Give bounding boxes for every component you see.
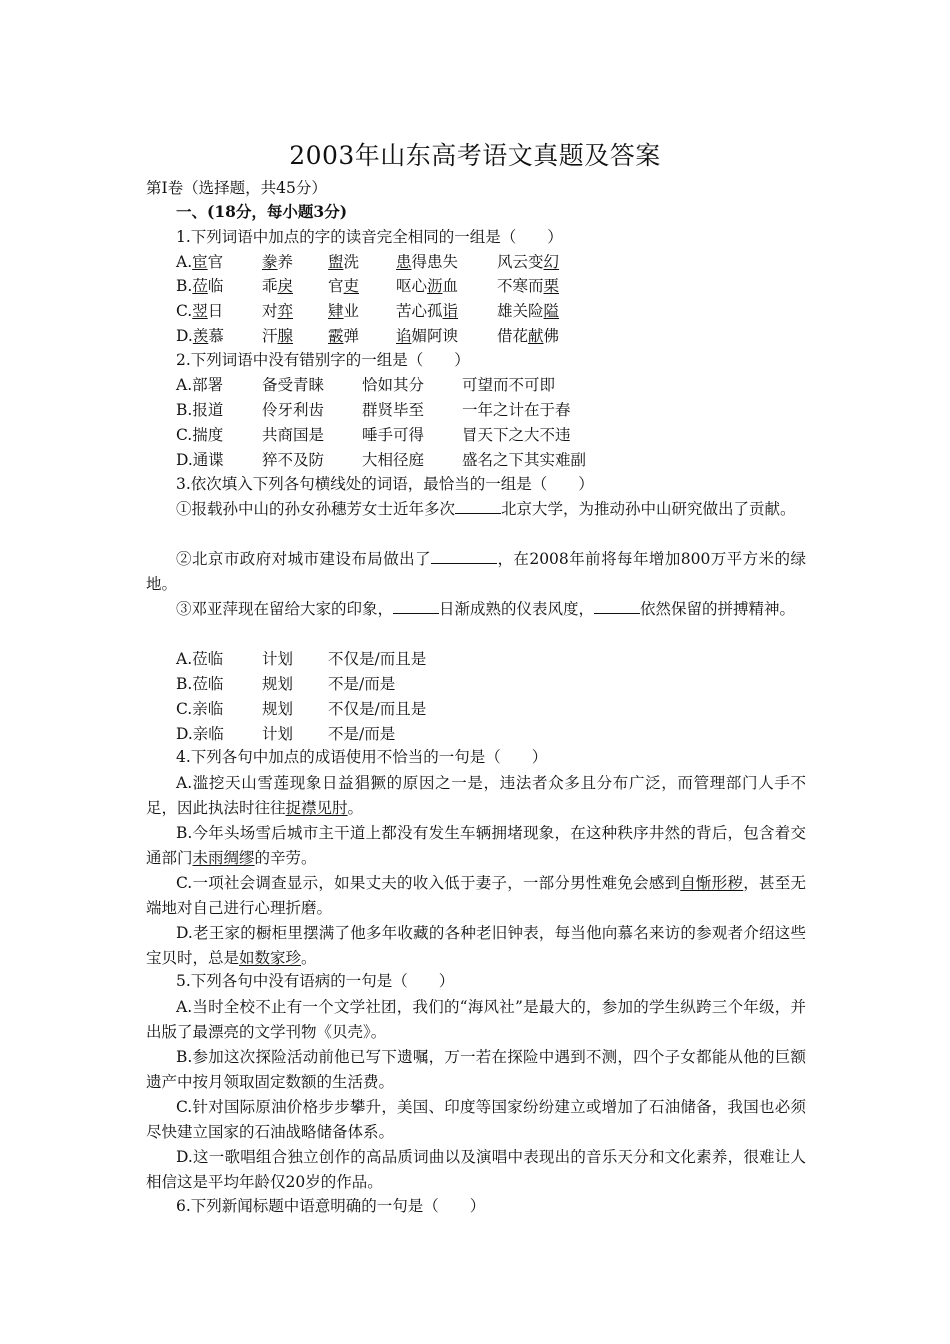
q2-word: 大相径庭 bbox=[362, 451, 425, 469]
q3-word: B.莅临 bbox=[176, 675, 224, 693]
fill-blank bbox=[455, 498, 501, 514]
q3-word: 计划 bbox=[262, 650, 294, 668]
q1-word: 盥洗 bbox=[328, 253, 360, 271]
q3-word: D.亲临 bbox=[176, 725, 224, 743]
q3-word: 规划 bbox=[262, 700, 294, 718]
q5-option-a: A.当时全校不止有一个文学社团，我们的“海风社”是最大的，参加的学生纵跨三个年级，并出版了最漂亮的文学刊物《贝壳》。 bbox=[146, 998, 806, 1041]
q3-word: 不仅是/而且是 bbox=[328, 650, 427, 668]
q2-word: 可望而不可即 bbox=[462, 376, 556, 394]
dotted-char: 幻 bbox=[543, 253, 560, 271]
dotted-char: 肄 bbox=[328, 302, 344, 320]
q3-word: 不仅是/而且是 bbox=[328, 700, 427, 718]
q1-word: 霰弹 bbox=[328, 327, 360, 345]
q3-sentence-2: ②北京市政府对城市建设布局做出了 ，在2008年前将每年增加800万平方米的绿地。 bbox=[146, 550, 806, 593]
q4-option-a: A.滥挖天山雪莲现象日益猖獗的原因之一是，违法者众多且分布广泛，而管理部门人手不足，因此执法时往往捉襟见肘。 bbox=[146, 774, 806, 817]
q2-word: 伶牙利齿 bbox=[262, 401, 325, 419]
q2-word: A.部署 bbox=[176, 376, 224, 394]
q1-word: 呕心沥血 bbox=[396, 277, 459, 295]
dotted-char: 患 bbox=[396, 253, 412, 271]
q1-word: B.莅临 bbox=[176, 277, 224, 295]
q2-word: 猝不及防 bbox=[262, 451, 325, 469]
page-title: 2003年山东高考语文真题及答案 bbox=[289, 141, 661, 170]
fill-blank bbox=[594, 598, 640, 614]
q1-word: 苦心孤诣 bbox=[396, 302, 459, 320]
idiom-underlined: 未雨绸缪 bbox=[192, 849, 255, 867]
q1-word: D.羡慕 bbox=[176, 327, 224, 345]
q1-word: 豢养 bbox=[262, 253, 294, 271]
fill-blank bbox=[393, 598, 439, 614]
q2-word: 唾手可得 bbox=[362, 426, 425, 444]
q3-word: 不是/而是 bbox=[328, 675, 396, 693]
q1-word: 不寒而栗 bbox=[497, 277, 560, 295]
q2-word: 冒天下之大不违 bbox=[462, 426, 571, 444]
q2-word: D.通谍 bbox=[176, 451, 224, 469]
q6-stem: 6.下列新闻标题中语意明确的一句是（ ） bbox=[176, 1197, 486, 1215]
q1-word: 借花献佛 bbox=[497, 327, 560, 345]
q1-word: 对弈 bbox=[262, 302, 294, 320]
q1-word: C.翌日 bbox=[176, 302, 224, 320]
q5-option-d: D.这一歌唱组合独立创作的高品质词曲以及演唱中表现出的音乐天分和文化素养，很难让人相信这是平均年龄仅20岁的作品。 bbox=[146, 1148, 806, 1191]
q2-word: 群贤毕至 bbox=[362, 401, 425, 419]
dotted-char: 盥 bbox=[328, 253, 344, 271]
q1-word: 乖戾 bbox=[262, 277, 294, 295]
q3-sentence-1: ①报载孙中山的孙女孙穗芳女士近年多次 北京大学，为推动孙中山研究做出了贡献。 bbox=[176, 500, 796, 518]
dotted-char: 诣 bbox=[442, 302, 459, 320]
q4-option-d: D.老王家的橱柜里摆满了他多年收藏的各种老旧钟表，每当他向慕名来访的参观者介绍这些宝贝时，总是如数家珍。 bbox=[146, 924, 806, 967]
idiom-underlined: 如数家珍 bbox=[239, 949, 302, 967]
q1-word: 风云变幻 bbox=[497, 253, 560, 271]
q1-word: 雄关险隘 bbox=[497, 302, 560, 320]
q2-stem: 2.下列词语中没有错别字的一组是（ ） bbox=[176, 351, 470, 369]
q1-word: 谄媚阿谀 bbox=[396, 327, 459, 345]
dotted-char: 栗 bbox=[543, 277, 560, 295]
q1-stem: 1.下列词语中加点的字的读音完全相同的一组是（ ） bbox=[176, 228, 563, 246]
section-header: 一、(18分，每小题3分) bbox=[176, 202, 348, 221]
q2-word: C.揣度 bbox=[176, 426, 224, 444]
q3-word: 不是/而是 bbox=[328, 725, 396, 743]
dotted-char: 献 bbox=[528, 327, 544, 345]
option-label: C. bbox=[176, 302, 193, 320]
option-label: D. bbox=[176, 327, 193, 345]
q3-sentence-3: ③邓亚萍现在留给大家的印象， 日渐成熟的仪表风度， 依然保留的拼搏精神。 bbox=[176, 600, 796, 618]
dotted-char: 豢 bbox=[262, 253, 278, 271]
option-label: A. bbox=[176, 253, 193, 271]
dotted-char: 戾 bbox=[277, 277, 294, 295]
q3-word: C.亲临 bbox=[176, 700, 224, 718]
q2-word: 盛名之下其实难副 bbox=[462, 451, 587, 469]
q2-word: 恰如其分 bbox=[362, 376, 425, 394]
dotted-char: 羡 bbox=[192, 327, 209, 345]
q2-word: 一年之计在于春 bbox=[462, 401, 571, 419]
dotted-char: 霰 bbox=[328, 327, 344, 345]
idiom-underlined: 自惭形秽 bbox=[680, 874, 744, 892]
dotted-char: 沥 bbox=[427, 277, 443, 295]
idiom-underlined: 捉襟见肘 bbox=[285, 799, 348, 817]
dotted-char: 莅 bbox=[192, 277, 208, 295]
q3-word: A.莅临 bbox=[176, 650, 224, 668]
q2-word: 备受青睐 bbox=[262, 376, 325, 394]
dotted-char: 谄 bbox=[396, 327, 412, 345]
dotted-char: 吏 bbox=[343, 277, 360, 295]
q2-word: B.报道 bbox=[176, 401, 224, 419]
q1-word: 肄业 bbox=[328, 302, 360, 320]
q1-word: 汗腺 bbox=[262, 327, 294, 345]
option-label: B. bbox=[176, 277, 193, 295]
q2-word: 共商国是 bbox=[262, 426, 325, 444]
dotted-char: 宦 bbox=[192, 253, 208, 271]
dotted-char: 翌 bbox=[192, 302, 208, 320]
fill-blank bbox=[431, 548, 497, 564]
dotted-char: 弈 bbox=[277, 302, 294, 320]
dotted-char: 隘 bbox=[543, 302, 560, 320]
q4-option-b: B.今年头场雪后城市主干道上都没有发生车辆拥堵现象，在这种秩序井然的背后，包含着交通部门未雨绸缪的辛劳。 bbox=[146, 824, 806, 867]
q1-word: 官吏 bbox=[328, 277, 360, 295]
part-header: 第Ⅰ卷（选择题，共45分） bbox=[146, 179, 327, 197]
q3-stem: 3.依次填入下列各句横线处的词语，最恰当的一组是（ ） bbox=[176, 475, 594, 493]
q5-option-b: B.参加这次探险活动前他已写下遗嘱，万一若在探险中遇到不测，四个子女都能从他的巨额遗产中按月领取固定数额的生活费。 bbox=[146, 1048, 806, 1091]
q4-option-c: C.一项社会调查显示，如果丈夫的收入低于妻子，一部分男性难免会感到自惭形秽，甚至无端地对自己进行心理折磨。 bbox=[146, 874, 806, 917]
q1-word: A.宦官 bbox=[176, 253, 224, 271]
q3-word: 计划 bbox=[262, 725, 294, 743]
q4-stem: 4.下列各句中加点的成语使用不恰当的一句是（ ） bbox=[176, 748, 548, 766]
q5-stem: 5.下列各句中没有语病的一句是（ ） bbox=[176, 972, 455, 990]
dotted-char: 腺 bbox=[277, 327, 294, 345]
q1-word: 患得患失 bbox=[396, 253, 459, 271]
q5-option-c: C.针对国际原油价格步步攀升，美国、印度等国家纷纷建立或增加了石油储备，我国也必须尽快建立国家的石油战略储备体系。 bbox=[146, 1098, 806, 1141]
q3-word: 规划 bbox=[262, 675, 294, 693]
